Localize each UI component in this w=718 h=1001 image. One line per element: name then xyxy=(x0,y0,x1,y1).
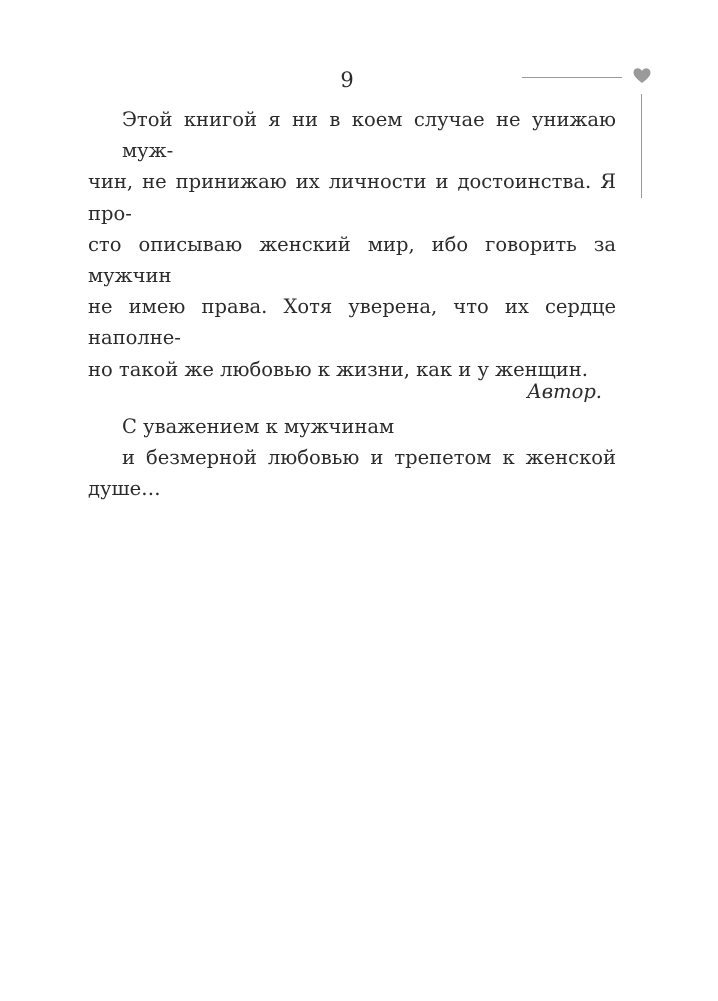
side-rule xyxy=(641,94,642,198)
text-line: и безмерной любовью и трепетом к женской xyxy=(122,446,616,470)
page-number: 9 xyxy=(340,68,354,92)
paragraph-closing xyxy=(88,411,616,505)
heart-icon xyxy=(632,66,652,86)
body-text xyxy=(88,104,616,504)
author-signature: Автор. xyxy=(526,380,602,403)
paragraph-main xyxy=(88,104,616,385)
text-line: душе… xyxy=(88,477,161,501)
text-line: чин, не принижаю их личности и достоинства. Я про- xyxy=(88,170,616,225)
text-line: но такой же любовью к жизни, как и у женщин. xyxy=(88,357,588,381)
text-line: сто описываю женский мир, ибо говорить за мужчин xyxy=(88,232,616,288)
text-line: не имею права. Хотя уверена, что их сердце наполне- xyxy=(88,295,616,350)
text-line: С уважением к мужчинам xyxy=(122,414,395,438)
text-line: Этой книгой я ни в коем случае не унижаю муж- xyxy=(122,108,616,163)
header-rule xyxy=(522,77,622,78)
